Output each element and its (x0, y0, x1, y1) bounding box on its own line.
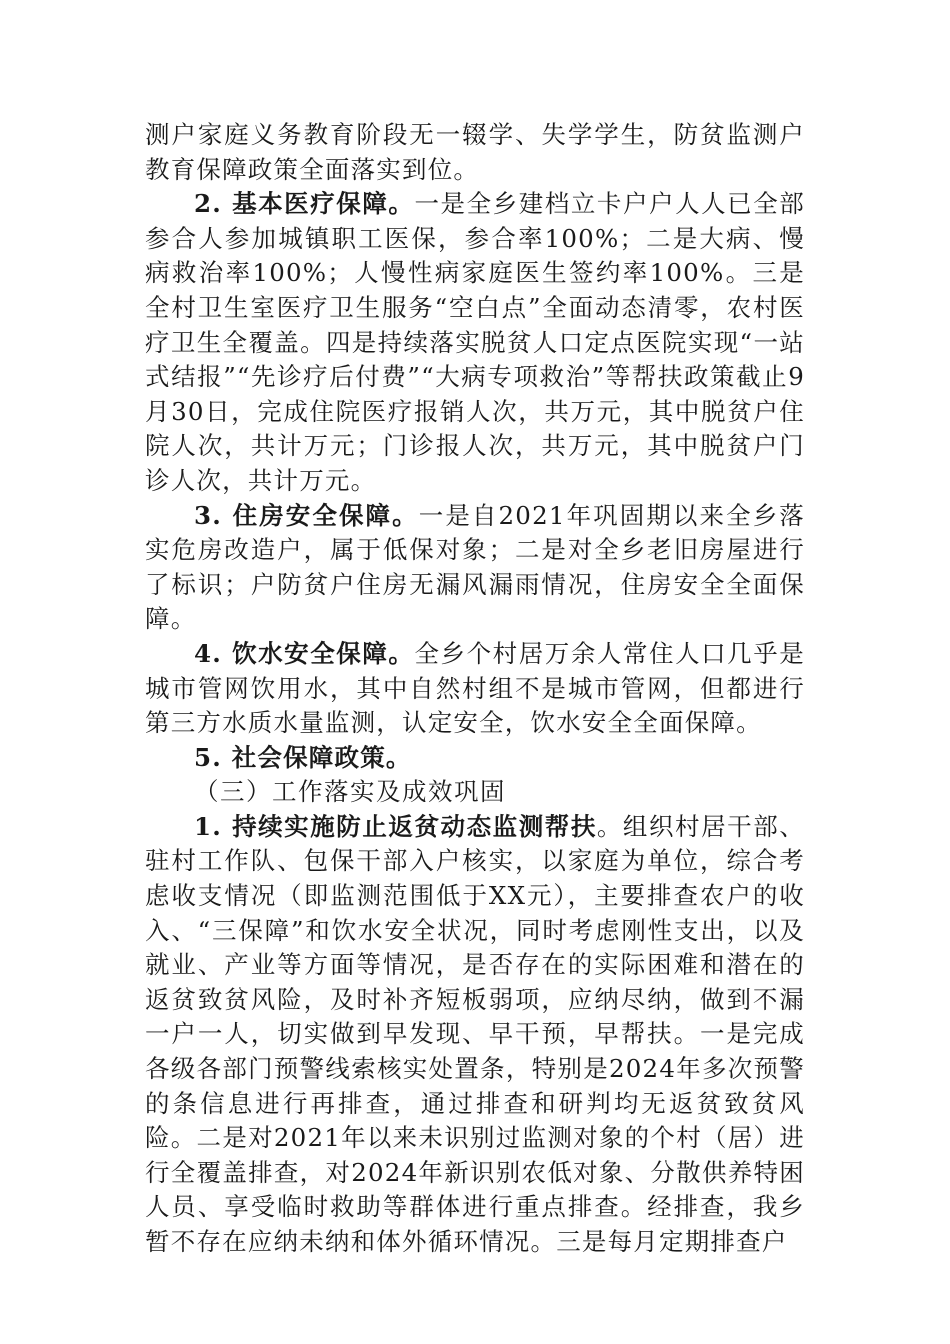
section-title-work-implementation: （三）工作落实及成效巩固 (194, 777, 506, 807)
section-heading-water: 4. 饮水安全保障。 (194, 638, 415, 668)
paragraph-social-security (145, 741, 805, 776)
paragraph-text: 一是自2021年巩固期以来全乡落实危房改造户，属于低保对象；二是对全乡老旧房屋进行了标识；户防贫户住房无漏风漏雨情况，住房安全全面保障。 (145, 500, 805, 634)
section-heading-monitoring: 1. 持续实施防止返贫动态监测帮扶 (194, 811, 597, 841)
paragraph-text: 测户家庭义务教育阶段无一辍学、失学学生，防贫监测户教育保障政策全面落实到位。 (145, 120, 805, 184)
document-page (145, 118, 805, 1260)
paragraph-education-continued (145, 118, 805, 187)
paragraph-water-security (145, 637, 805, 741)
paragraph-housing-security (145, 499, 805, 637)
paragraph-text: 。组织村居干部、驻村工作队、包保干部入户核实，以家庭为单位，综合考虑收支情况（即监测范围低于XX元），主要排查农户的收入、“三保障”和饮水安全状况，同时考虑刚性支出，以及就业、产业等方面等情况，是否存在的实际困难和潜在的返贫致贫风险，及时补齐短板弱项，应纳尽纳，做到不漏一户一人，切实做到早发现、早干预，早帮扶。一是完成各级各部门预警线索核实处置条，特别是2024年多次预警的条信息进行再排查，通过排查和研判均无返贫致贫风险。二是对2021年以来未识别过监测对象的个村（居）进行全覆盖排查，对2024年新识别农低对象、分散供养特困人员、享受临时救助等群体进行重点排查。经排查，我乡暂不存在应纳未纳和体外循环情况。三是每月定期排查户 (145, 811, 805, 1256)
paragraph-monitoring-assistance (145, 810, 805, 1260)
paragraph-medical-security (145, 187, 805, 498)
section-heading-housing: 3. 住房安全保障。 (194, 500, 419, 530)
paragraph-text: 一是全乡建档立卡户户人人已全部参合人参加城镇职工医保，参合率100%；二是大病、慢病救治率100%；人慢性病家庭医生签约率100%。三是全村卫生室医疗卫生服务“空白点”全面动态清零，农村医疗卫生全覆盖。四是持续落实脱贫人口定点医院实现“一站式结报”“先诊疗后付费”“大病专项救治”等帮扶政策截止9月30日，完成住院医疗报销人次，共万元，其中脱贫户住院人次，共计万元；门诊报人次，共万元，其中脱贫户门诊人次，共计万元。 (145, 189, 806, 495)
paragraph-text: 全乡个村居万余人常住人口几乎是城市管网饮用水，其中自然村组不是城市管网，但都进行第三方水质水量监测，认定安全，饮水安全全面保障。 (145, 638, 806, 738)
section-heading-medical: 2. 基本医疗保障。 (194, 189, 415, 219)
section-heading-social: 5. 社会保障政策。 (194, 742, 412, 772)
